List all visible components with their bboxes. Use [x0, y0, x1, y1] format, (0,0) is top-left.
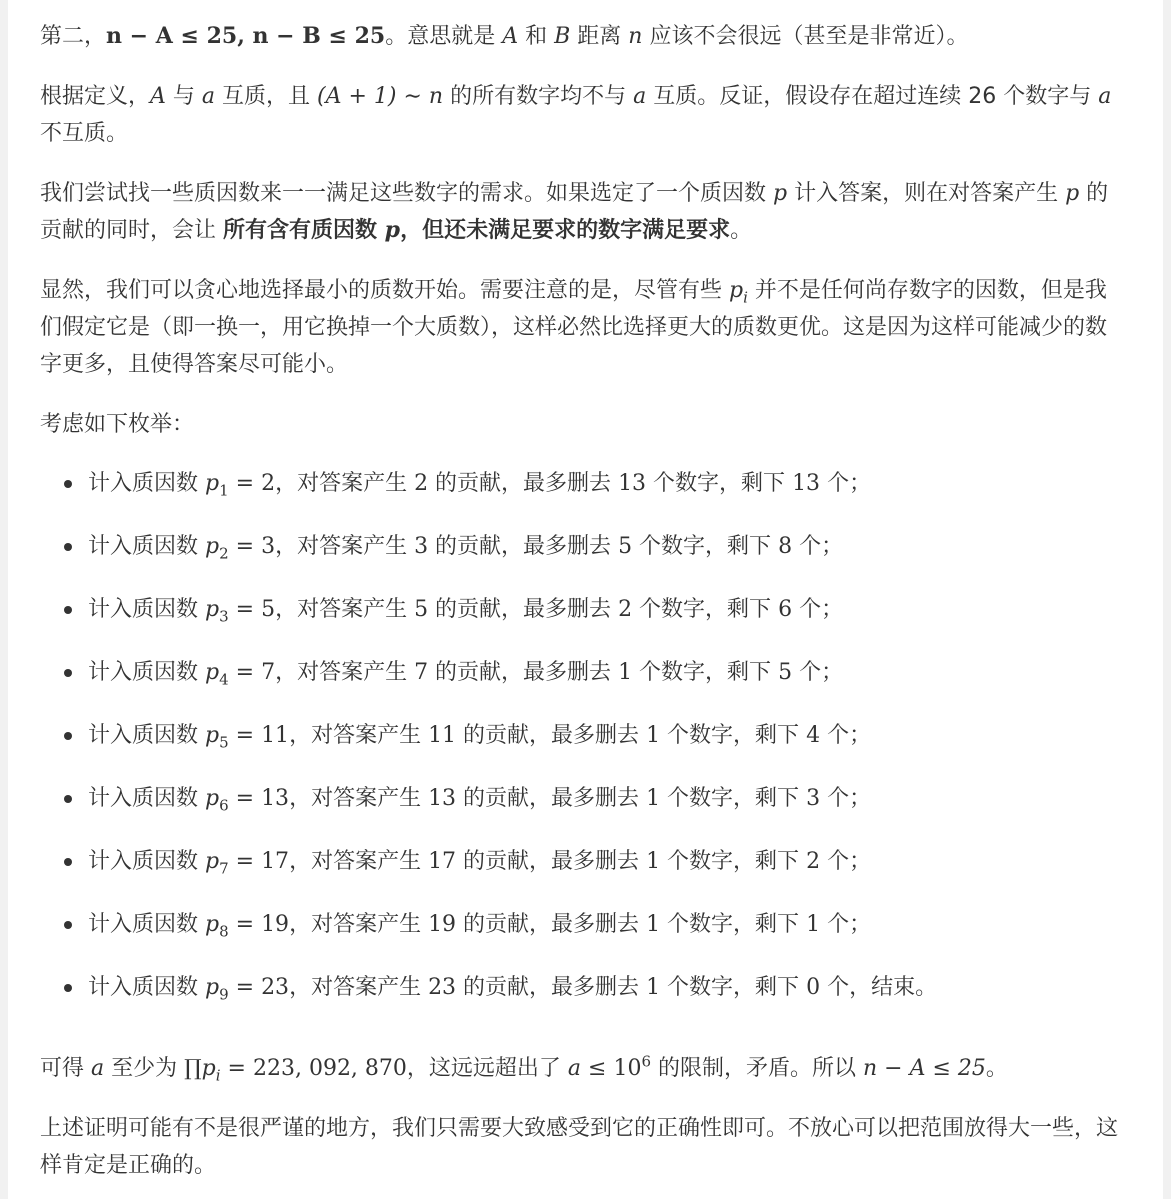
paragraph-prime-choice: 我们尝试找一些质因数来一一满足这些数字的需求。如果选定了一个质因数 p 计入答案，则在对答案产生 p 的贡献的同时，会让 所有含有质因数 p，但还未满足要求的数字满足要求。 [40, 181, 1109, 243]
bold-emphasis: 所有含有质因数 p，但还未满足要求的数字满足要求 [223, 217, 731, 243]
list-item: 计入质因数 $p_7 = 17$，对答案产生 17 的贡献，最多删去 1 个数字，剩下 2 个； [88, 843, 1119, 906]
prime-enumeration-list [40, 465, 1119, 1032]
product-symbol: ∏ [184, 1056, 202, 1081]
list-item: 计入质因数 $p_3 = 5$，对答案产生 5 的贡献，最多删去 2 个数字，剩下 6 个； [88, 591, 1119, 654]
paragraph-distance: 第二，n − A ≤ 25, n − B ≤ 25。意思就是 A 和 B 距离 n 应该不会很远（甚至是非常近）。 [40, 23, 969, 49]
paragraph-greedy: 显然，我们可以贪心地选择最小的质数开始。需要注意的是，尽管有些 $p_i$ 并不是任何尚存数字的因数，但是我们假定它是（即一换一，用它换掉一个大质数），这样必然比选择更大的质数更优。这是因为这样可能减少的数字更多，且使得答案尽可能小。 [40, 278, 1108, 377]
list-item: 计入质因数 $p_8 = 19$，对答案产生 19 的贡献，最多删去 1 个数字，剩下 1 个； [88, 906, 1119, 969]
article-content [8, 0, 1163, 1199]
list-item: 计入质因数 $p_1 = 2$，对答案产生 2 的贡献，最多删去 13 个数字，剩下 13 个； [88, 465, 1119, 528]
math-bound: n − A ≤ 25, n − B ≤ 25 [106, 23, 386, 49]
paragraph-conclusion: 可得 a 至少为 $\prod p_i = 223$, 092, 870，这远远超出了 $a \le 10^6$ 的限制，矛盾。所以 n − A ≤ 25。 [40, 1052, 1008, 1085]
paragraph-definition: 根据定义，A 与 a 互质，且 (A + 1) ∼ n 的所有数字均不与 a 互质。反证，假设存在超过连续 26 个数字与 a 不互质。 [40, 84, 1112, 146]
list-item: 计入质因数 $p_5 = 11$，对答案产生 11 的贡献，最多删去 1 个数字，剩下 4 个； [88, 717, 1119, 780]
paragraph-remark: 上述证明可能有不是很严谨的地方，我们只需要大致感受到它的正确性即可。不放心可以把范围放得大一些，这样肯定是正确的。 [40, 1116, 1119, 1178]
list-item: 计入质因数 $p_6 = 13$，对答案产生 13 的贡献，最多删去 1 个数字，剩下 3 个； [88, 780, 1119, 843]
list-item: 计入质因数 $p_4 = 7$，对答案产生 7 的贡献，最多删去 1 个数字，剩下 5 个； [88, 654, 1119, 717]
list-item: 计入质因数 $p_2 = 3$，对答案产生 3 的贡献，最多删去 5 个数字，剩下 8 个； [88, 528, 1119, 591]
paragraph-enumerate-intro: 考虑如下枚举： [40, 412, 195, 437]
math-range: (A + 1) ∼ n [317, 84, 444, 109]
list-item: 计入质因数 $p_9 = 23$，对答案产生 23 的贡献，最多删去 1 个数字，剩下 0 个，结束。 [88, 969, 1119, 1032]
